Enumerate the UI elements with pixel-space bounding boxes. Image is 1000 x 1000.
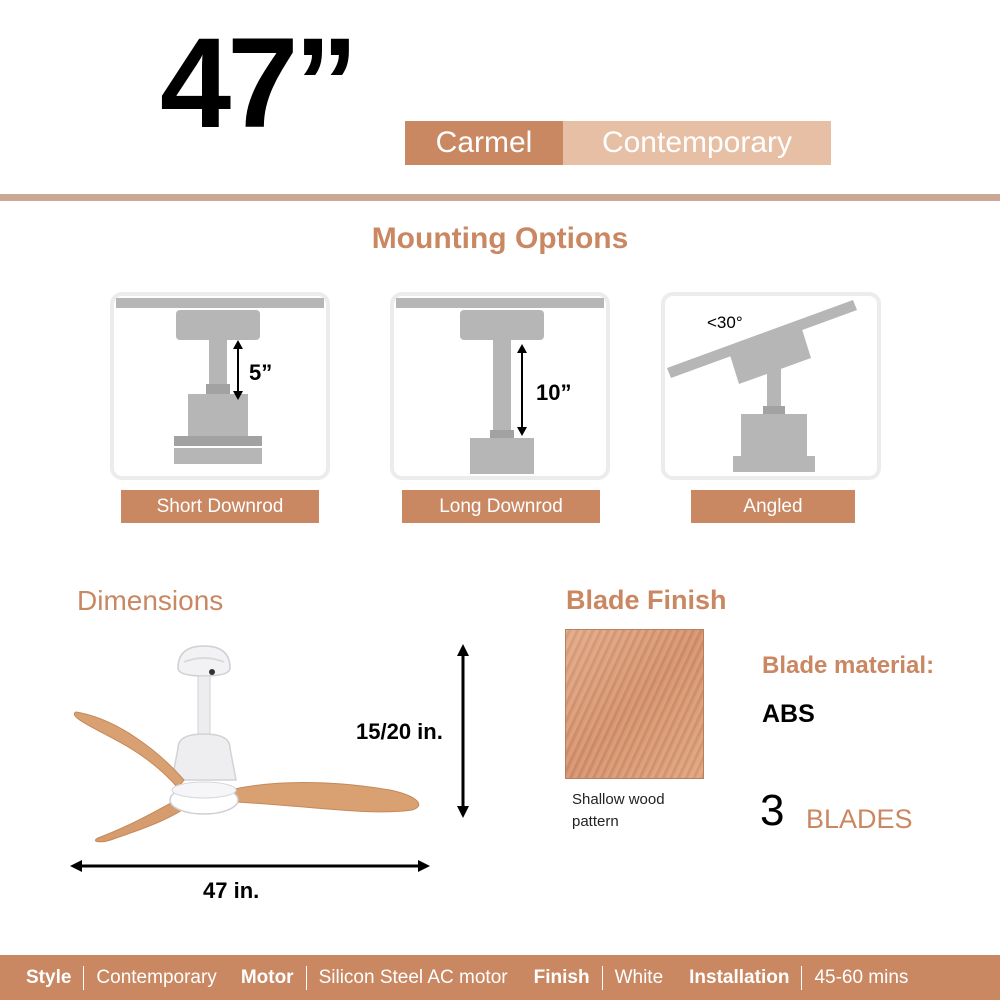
ceiling-fan-image	[60, 630, 480, 880]
wood-finish-caption: Shallow wood pattern	[572, 791, 665, 830]
wood-finish-swatch	[565, 629, 704, 779]
long-downrod-illustration	[390, 292, 610, 480]
blade-material-value: ABS	[762, 700, 815, 728]
long-downrod-measure: 10”	[536, 380, 572, 405]
fan-size-title: 47”	[160, 12, 355, 155]
spec-installation-key: Installation	[689, 966, 790, 988]
short-downrod-illustration	[110, 292, 330, 480]
mounting-options-title: Mounting Options	[371, 222, 629, 255]
spec-motor-key: Motor	[240, 966, 294, 988]
model-name-tag: Carmel	[405, 121, 563, 165]
short-downrod-label: Short Downrod	[121, 490, 319, 523]
long-downrod-label: Long Downrod	[402, 490, 600, 523]
blade-count-label: BLADES	[806, 804, 913, 834]
short-downrod-measure: 5”	[249, 360, 273, 385]
spec-separator	[602, 966, 603, 990]
spec-installation-value: 45-60 mins	[814, 966, 909, 988]
long-downrod-icon	[394, 296, 606, 476]
blade-finish-title: Blade Finish	[566, 585, 727, 615]
blade-count: 3	[760, 786, 785, 835]
spec-motor-value: Silicon Steel AC motor	[318, 966, 508, 988]
width-dimension: 47 in.	[203, 878, 260, 903]
spec-style-key: Style	[26, 966, 72, 988]
spec-finish-value: White	[614, 966, 664, 988]
blade-material-label: Blade material:	[762, 652, 935, 679]
spec-bar	[0, 955, 1000, 1000]
short-downrod-icon	[114, 296, 326, 476]
angled-mount-illustration	[661, 292, 881, 480]
spec-finish-key: Finish	[533, 966, 590, 988]
angle-measure: <30°	[707, 313, 743, 332]
dimensions-title: Dimensions	[77, 585, 224, 616]
spec-separator	[801, 966, 802, 990]
header-divider	[0, 194, 1000, 201]
angled-label: Angled	[691, 490, 855, 523]
spec-separator	[306, 966, 307, 990]
style-tag: Contemporary	[563, 121, 831, 165]
angled-mount-icon	[665, 296, 877, 476]
spec-style-value: Contemporary	[96, 966, 217, 988]
model-tag	[405, 121, 831, 165]
height-dimension: 15/20 in.	[356, 719, 443, 744]
spec-separator	[83, 966, 84, 990]
